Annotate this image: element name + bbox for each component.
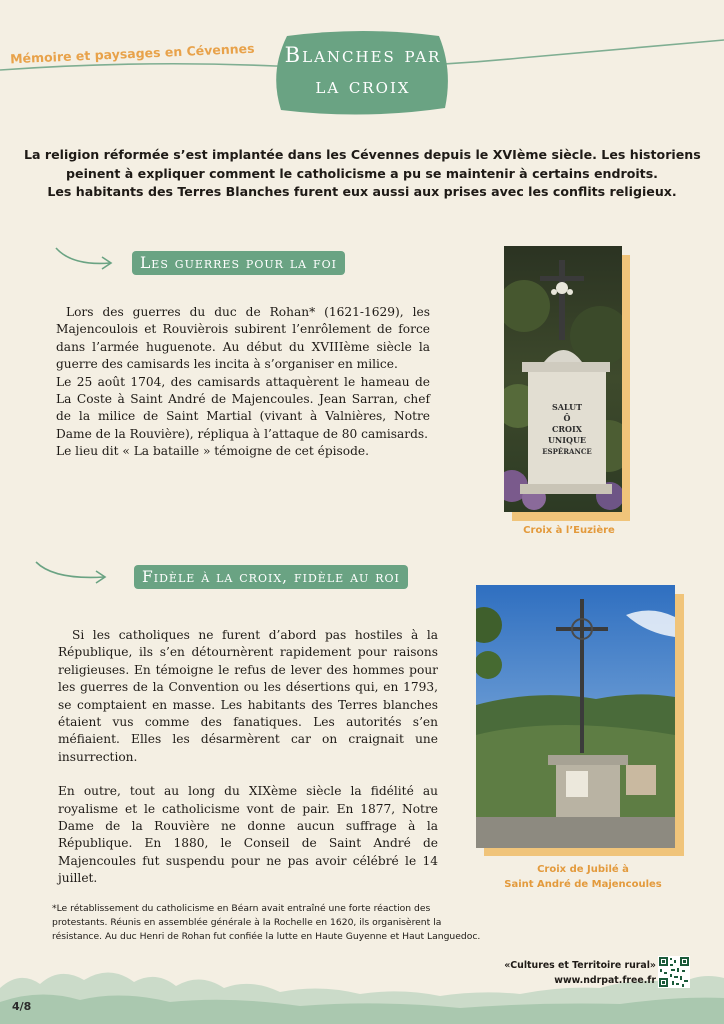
arrow-icon [34, 558, 110, 586]
section2-body [58, 627, 438, 888]
title-line-1: Blanches par [284, 43, 442, 67]
website-link[interactable]: www.ndrpat.free.fr [554, 975, 656, 986]
section-heading-fidele: Fidèle à la croix, fidèle au roi [134, 565, 408, 589]
footnote-line-2: protestants. Réunis en assemblée générale à la Rochelle en 1620, ils organisèrent la [52, 917, 442, 928]
footnote-line-3: résistance. Au duc Henri de Rohan fut confiée la lutte en Haute Guyenne et Haut Languedoc. [52, 931, 481, 942]
section1-body [56, 304, 430, 461]
qr-code-icon[interactable] [658, 956, 690, 988]
section1-paragraph: Lors des guerres du duc de Rohan* (1621-1629), les Majencoulois et Rouvièrois subirent l’enrôlement de force dans l’armée huguenote. Au début du XVIIIème siècle la guerre des camisards les incita à s’organiser en milice. [56, 305, 430, 372]
intro-paragraph [24, 146, 700, 202]
inscription-line: Ô [563, 413, 571, 423]
organisation-name: «Cultures et Territoire rural» [504, 960, 656, 971]
cross-statue-illustration [504, 246, 622, 512]
caption-line-2: Saint André de Majencoules [504, 879, 662, 890]
page-number: 4/8 [12, 1000, 32, 1013]
section-heading-guerres: Les guerres pour la foi [132, 251, 345, 275]
intro-line-2: peinent à expliquer comment le catholicisme a pu se maintenir à certains endroits. [66, 165, 658, 181]
series-label: Mémoire et paysages en Cévennes [9, 40, 255, 67]
inscription-line: ESPÉRANCE [542, 447, 592, 456]
footnote-line-1: *Le rétablissement du catholicisme en Béarn avait entraîné une forte réaction des [52, 903, 431, 914]
photo-croix-jubile [476, 585, 675, 848]
caption-line-1: Croix de Jubilé à [537, 864, 629, 875]
section2-paragraph: Si les catholiques ne furent d’abord pas hostiles à la République, ils s’en détournèrent rapidement pour raisons religieuses. En témoigne le refus de lever des hommes pour les guerres de la Convention ou les désertions qui, en 1793, se comptaient en masse. Les habitants des Terres blanches étaient vus comme des fanatiques. Les autorités s’en méfiaient. Elles les désarmèrent car on craignait une insurrection. [58, 628, 438, 764]
arrow-icon [54, 244, 116, 272]
section2-paragraph: En outre, tout au long du XIXème siècle la fidélité au royalisme et le catholicisme vont de pair. En 1877, Notre Dame de la Rouvière ne donne aucun suffrage à la République. En 1880, le Conseil de Saint André de Majencoules fut suspendu pour ne pas avoir célébré le 14 juillet. [58, 784, 438, 886]
section1-paragraph: Le lieu dit « La bataille » témoigne de cet épisode. [56, 444, 370, 459]
page-title [283, 40, 443, 102]
footer-credit [504, 958, 656, 988]
photo-caption-euziere: Croix à l’Euzière [523, 525, 615, 536]
inscription-line: UNIQUE [547, 435, 587, 445]
jubilee-cross-illustration [476, 585, 675, 848]
footnote [52, 902, 532, 944]
photo-caption-jubile [488, 862, 678, 892]
section1-paragraph: Le 25 août 1704, des camisards attaquèrent le hameau de La Coste à Saint André de Majencoules. Jean Sarran, chef de la milice de Saint Martial (vivant à Valnières, Notre Dame de la Rouvière), répliqua à l’attaque de 80 camisards. [56, 374, 430, 441]
title-line-2: la croix [315, 74, 411, 98]
intro-line-1: La religion réformée s’est implantée dans les Cévennes depuis le XVIème siècle. Les historiens [24, 147, 701, 162]
inscription-line: CROIX [552, 424, 582, 434]
photo-croix-euziere [504, 246, 622, 512]
intro-line-3: Les habitants des Terres Blanches furent eux aussi aux prises avec les conflits religieux. [47, 184, 677, 199]
inscription-line: SALUT [551, 402, 583, 412]
